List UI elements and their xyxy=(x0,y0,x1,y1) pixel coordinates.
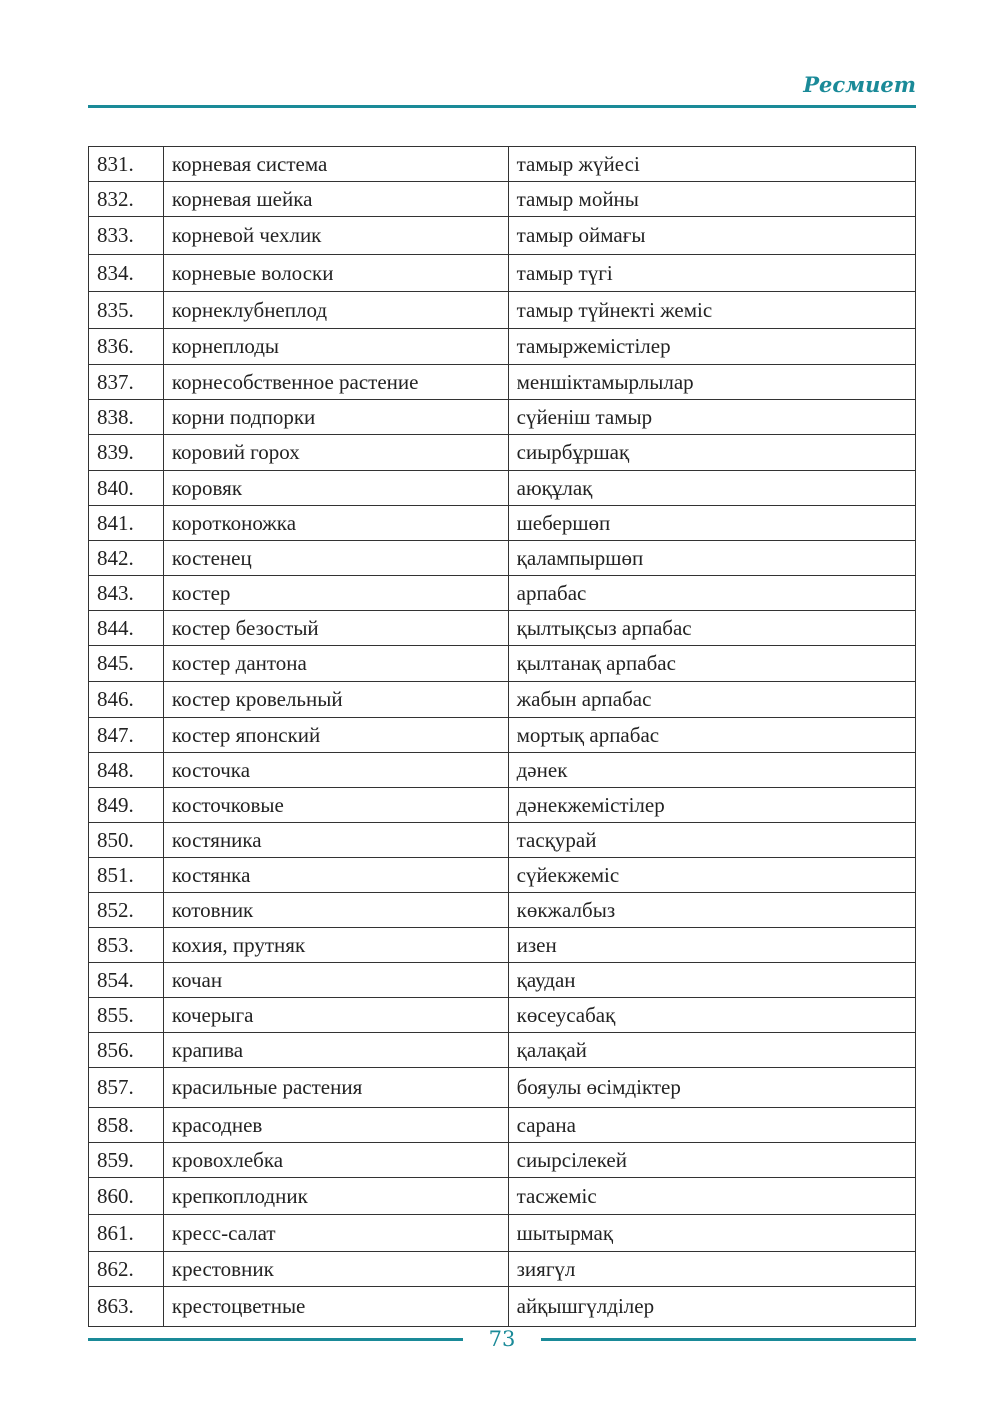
entry-number: 855. xyxy=(89,998,164,1033)
russian-term: кохия, прутняк xyxy=(163,928,508,963)
footer-divider-right xyxy=(541,1338,916,1341)
kazakh-term: арпабас xyxy=(508,576,915,611)
header-divider xyxy=(88,105,916,108)
entry-number: 851. xyxy=(89,858,164,893)
russian-term: косточка xyxy=(163,753,508,788)
kazakh-term: меншіктамырлылар xyxy=(508,365,915,400)
russian-term: красоднев xyxy=(163,1108,508,1143)
russian-term: коротконожка xyxy=(163,506,508,541)
table-row xyxy=(89,858,916,893)
russian-term: костенец xyxy=(163,541,508,576)
kazakh-term: бояулы өсімдіктер xyxy=(508,1068,915,1108)
glossary-table xyxy=(88,146,916,1327)
entry-number: 857. xyxy=(89,1068,164,1108)
table-row xyxy=(89,541,916,576)
kazakh-term: тамыржемістілер xyxy=(508,329,915,365)
russian-term: корневая шейка xyxy=(163,182,508,217)
entry-number: 844. xyxy=(89,611,164,646)
table-row xyxy=(89,1287,916,1327)
russian-term: костянка xyxy=(163,858,508,893)
russian-term: костер японский xyxy=(163,718,508,753)
table-row xyxy=(89,646,916,682)
entry-number: 840. xyxy=(89,471,164,506)
table-row xyxy=(89,823,916,858)
russian-term: крестоцветные xyxy=(163,1287,508,1327)
kazakh-term: дәнекжемістілер xyxy=(508,788,915,823)
table-row xyxy=(89,718,916,753)
table-row xyxy=(89,1068,916,1108)
kazakh-term: тамыр түйнекті жеміс xyxy=(508,292,915,329)
kazakh-term: тасжеміс xyxy=(508,1178,915,1215)
table-row xyxy=(89,147,916,182)
table-row xyxy=(89,1033,916,1068)
russian-term: красильные растения xyxy=(163,1068,508,1108)
entry-number: 861. xyxy=(89,1215,164,1252)
table-row xyxy=(89,1178,916,1215)
table-row xyxy=(89,1252,916,1287)
kazakh-term: тамыр түгі xyxy=(508,255,915,292)
kazakh-term: зиягүл xyxy=(508,1252,915,1287)
russian-term: корнесобственное растение xyxy=(163,365,508,400)
table-row xyxy=(89,753,916,788)
russian-term: костер кровельный xyxy=(163,682,508,718)
entry-number: 852. xyxy=(89,893,164,928)
kazakh-term: сүйеніш тамыр xyxy=(508,400,915,435)
russian-term: костер безостый xyxy=(163,611,508,646)
table-row xyxy=(89,788,916,823)
russian-term: корневой чехлик xyxy=(163,217,508,255)
kazakh-term: жабын арпабас xyxy=(508,682,915,718)
entry-number: 832. xyxy=(89,182,164,217)
entry-number: 854. xyxy=(89,963,164,998)
kazakh-term: сиырбұршақ xyxy=(508,435,915,471)
kazakh-term: сарана xyxy=(508,1108,915,1143)
kazakh-term: сиырсілекей xyxy=(508,1143,915,1178)
kazakh-term: шебершөп xyxy=(508,506,915,541)
table-row xyxy=(89,329,916,365)
entry-number: 836. xyxy=(89,329,164,365)
table-row xyxy=(89,576,916,611)
section-title: Ресмиет xyxy=(803,72,916,97)
entry-number: 849. xyxy=(89,788,164,823)
russian-term: крапива xyxy=(163,1033,508,1068)
entry-number: 862. xyxy=(89,1252,164,1287)
russian-term: коровий горох xyxy=(163,435,508,471)
kazakh-term: қаудан xyxy=(508,963,915,998)
table-row xyxy=(89,182,916,217)
entry-number: 846. xyxy=(89,682,164,718)
footer-divider-left xyxy=(88,1338,463,1341)
entry-number: 859. xyxy=(89,1143,164,1178)
entry-number: 842. xyxy=(89,541,164,576)
table-row xyxy=(89,682,916,718)
entry-number: 853. xyxy=(89,928,164,963)
entry-number: 845. xyxy=(89,646,164,682)
russian-term: кочерыга xyxy=(163,998,508,1033)
table-row xyxy=(89,998,916,1033)
kazakh-term: қылтанақ арпабас xyxy=(508,646,915,682)
russian-term: косточковые xyxy=(163,788,508,823)
kazakh-term: изен xyxy=(508,928,915,963)
kazakh-term: қылтықсыз арпабас xyxy=(508,611,915,646)
page-number: 73 xyxy=(488,1327,516,1351)
kazakh-term: айқышгүлділер xyxy=(508,1287,915,1327)
entry-number: 835. xyxy=(89,292,164,329)
russian-term: крепкоплодник xyxy=(163,1178,508,1215)
kazakh-term: дәнек xyxy=(508,753,915,788)
table-row xyxy=(89,1215,916,1252)
russian-term: корнеклубнеплод xyxy=(163,292,508,329)
kazakh-term: тамыр мойны xyxy=(508,182,915,217)
table-row xyxy=(89,963,916,998)
kazakh-term: аюқұлақ xyxy=(508,471,915,506)
kazakh-term: қалақай xyxy=(508,1033,915,1068)
russian-term: корневые волоски xyxy=(163,255,508,292)
kazakh-term: шытырмақ xyxy=(508,1215,915,1252)
kazakh-term: мортық арпабас xyxy=(508,718,915,753)
entry-number: 856. xyxy=(89,1033,164,1068)
table-row xyxy=(89,506,916,541)
russian-term: костяника xyxy=(163,823,508,858)
entry-number: 858. xyxy=(89,1108,164,1143)
russian-term: котовник xyxy=(163,893,508,928)
russian-term: коровяк xyxy=(163,471,508,506)
table-row xyxy=(89,400,916,435)
table-row xyxy=(89,1143,916,1178)
entry-number: 837. xyxy=(89,365,164,400)
entry-number: 839. xyxy=(89,435,164,471)
entry-number: 843. xyxy=(89,576,164,611)
entry-number: 833. xyxy=(89,217,164,255)
table-row xyxy=(89,611,916,646)
kazakh-term: тасқурай xyxy=(508,823,915,858)
kazakh-term: көкжалбыз xyxy=(508,893,915,928)
entry-number: 831. xyxy=(89,147,164,182)
russian-term: кочан xyxy=(163,963,508,998)
kazakh-term: қалампыршөп xyxy=(508,541,915,576)
russian-term: корнеплоды xyxy=(163,329,508,365)
entry-number: 850. xyxy=(89,823,164,858)
entry-number: 863. xyxy=(89,1287,164,1327)
table-row xyxy=(89,435,916,471)
table-row xyxy=(89,255,916,292)
table-row xyxy=(89,1108,916,1143)
kazakh-term: сүйекжеміс xyxy=(508,858,915,893)
kazakh-term: тамыр жүйесі xyxy=(508,147,915,182)
table-row xyxy=(89,928,916,963)
table-row xyxy=(89,471,916,506)
entry-number: 848. xyxy=(89,753,164,788)
table-row xyxy=(89,292,916,329)
glossary-body xyxy=(89,147,916,1327)
russian-term: крестовник xyxy=(163,1252,508,1287)
russian-term: корневая система xyxy=(163,147,508,182)
kazakh-term: көсеусабақ xyxy=(508,998,915,1033)
entry-number: 834. xyxy=(89,255,164,292)
russian-term: корни подпорки xyxy=(163,400,508,435)
kazakh-term: тамыр оймағы xyxy=(508,217,915,255)
entry-number: 838. xyxy=(89,400,164,435)
entry-number: 847. xyxy=(89,718,164,753)
entry-number: 841. xyxy=(89,506,164,541)
table-row xyxy=(89,217,916,255)
entry-number: 860. xyxy=(89,1178,164,1215)
russian-term: костер дантона xyxy=(163,646,508,682)
table-row xyxy=(89,893,916,928)
table-row xyxy=(89,365,916,400)
russian-term: кресс-салат xyxy=(163,1215,508,1252)
russian-term: костер xyxy=(163,576,508,611)
russian-term: кровохлебка xyxy=(163,1143,508,1178)
